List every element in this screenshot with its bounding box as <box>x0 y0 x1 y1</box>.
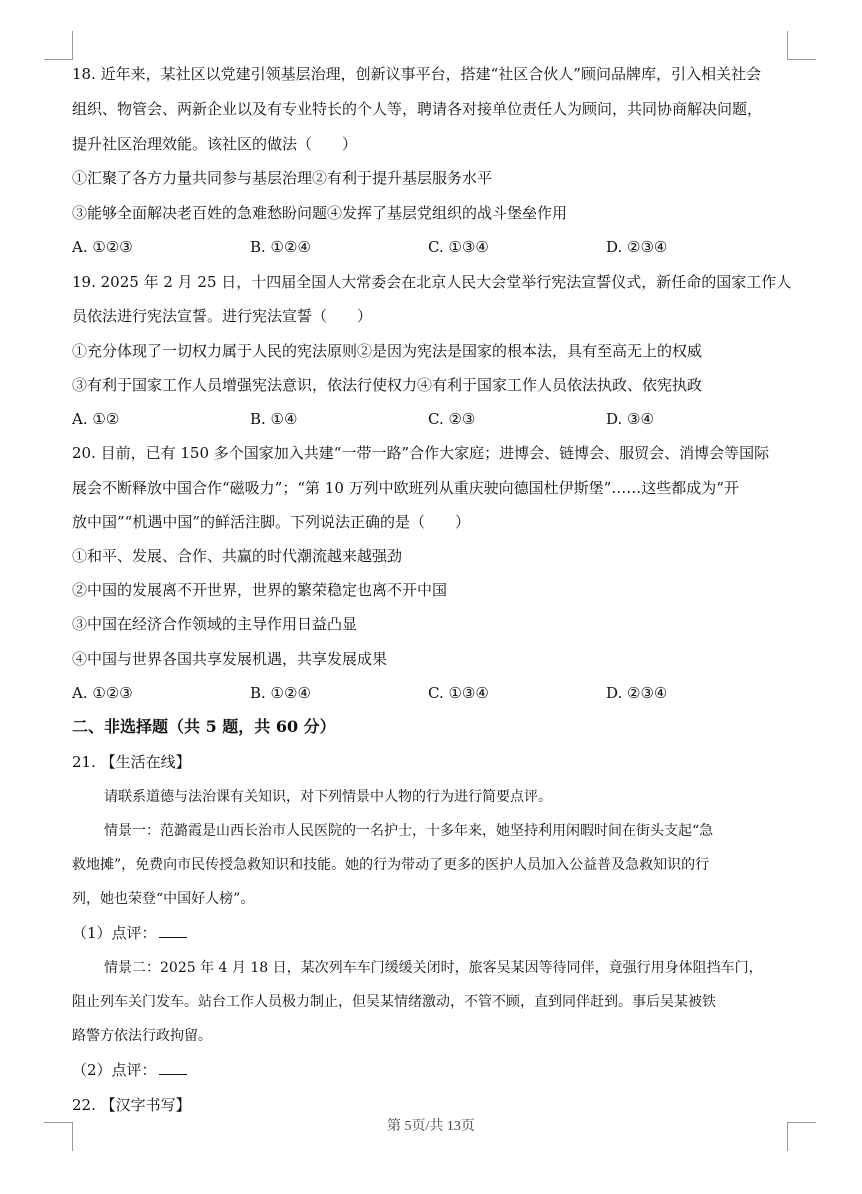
answer-blank-2[interactable] <box>159 1060 187 1075</box>
q20-stem-line-2: 展会不断释放中国合作“磁吸力”；“第 10 万列中欧班列从重庆驶向德国杜伊斯堡”……这些都成为“开 <box>72 479 739 497</box>
q21-comment-1 <box>72 923 187 943</box>
q21-title: 21. 【生活在线】 <box>72 753 191 771</box>
q20-statement-2: ②中国的发展离不开世界，世界的繁荣稳定也离不开中国 <box>72 581 448 599</box>
q21-scene1-line-1: 情景一：范潞霞是山西长治市人民医院的一名护士，十多年来，她坚持利用闲暇时间在街头支起“急 <box>104 823 714 839</box>
q20-option-b: B. ①②④ <box>250 684 311 702</box>
q21-scene1-line-3: 列，她也荣登“中国好人榜”。 <box>72 891 255 907</box>
q19-option-a: A. ①② <box>72 410 120 428</box>
q20-stem-line-1: 20. 目前，已有 150 多个国家加入共建“一带一路”合作大家庭；进博会、链博会、服贸会、消博会等国际 <box>72 444 770 462</box>
q18-option-a: A. ①②③ <box>72 238 133 256</box>
q18-statements-2: ③能够全面解决老百姓的急难愁盼问题④发挥了基层党组织的战斗堡垒作用 <box>72 204 568 222</box>
q19-stem-line-1: 19. 2025 年 2 月 25 日，十四届全国人大常委会在北京人民大会堂举行宪法宣誓仪式，新任命的国家工作人 <box>72 273 792 291</box>
q21-intro: 请联系道德与法治课有关知识，对下列情景中人物的行为进行简要点评。 <box>104 789 552 805</box>
q19-stem-line-2: 员依法进行宪法宣誓。进行宪法宣誓（ ） <box>72 307 373 325</box>
q21-scene2-line-1: 情景二：2025 年 4 月 18 日，某次列车车门缓缓关闭时，旅客吴某因等待同伴，竟强行用身体阻挡车门， <box>104 960 763 976</box>
q19-option-c: C. ②③ <box>428 410 476 428</box>
q18-option-b: B. ①②④ <box>250 238 311 256</box>
q19-statements-2: ③有利于国家工作人员增强宪法意识，依法行使权力④有利于国家工作人员依法执政、依宪执政 <box>72 376 703 394</box>
section-title: 二、非选择题（共 5 题，共 60 分） <box>72 717 336 736</box>
q22-title: 22. 【汉字书写】 <box>72 1096 191 1114</box>
crop-mark-top-left <box>44 31 73 60</box>
q21-scene2-line-2: 阻止列车关门发车。站台工作人员极力制止，但吴某情绪激动，不管不顾，直到同伴赶到。事后吴某被铁 <box>72 994 716 1010</box>
q19-option-b: B. ①④ <box>250 410 298 428</box>
q18-statements-1: ①汇聚了各方力量共同参与基层治理②有利于提升基层服务水平 <box>72 169 493 187</box>
q19-statements-1: ①充分体现了一切权力属于人民的宪法原则②是因为宪法是国家的根本法，具有至高无上的权威 <box>72 342 703 360</box>
q19-option-d: D. ③④ <box>606 410 654 428</box>
page-footer: 第 5页/共 13页 <box>387 1119 475 1134</box>
q20-option-a: A. ①②③ <box>72 684 133 702</box>
q20-statement-1: ①和平、发展、合作、共赢的时代潮流越来越强劲 <box>72 547 403 565</box>
q20-statement-3: ③中国在经济合作领域的主导作用日益凸显 <box>72 615 358 633</box>
q21-comment-2 <box>72 1060 187 1080</box>
answer-blank-1[interactable] <box>159 923 187 938</box>
q20-option-c: C. ①③④ <box>428 684 489 702</box>
crop-mark-top-right <box>787 31 816 60</box>
q18-stem-line-1: 18. 近年来，某社区以党建引领基层治理，创新议事平台，搭建“社区合伙人”顾问品牌库，引入相关社会 <box>72 65 761 83</box>
q18-stem-line-3: 提升社区治理效能。该社区的做法（ ） <box>72 135 358 153</box>
q20-stem-line-3: 放中国”“机遇中国”的鲜活注脚。下列说法正确的是（ ） <box>72 513 471 531</box>
q20-statement-4: ④中国与世界各国共享发展机遇，共享发展成果 <box>72 650 388 668</box>
q21-scene2-line-3: 路警方依法行政拘留。 <box>72 1028 212 1044</box>
q21-comment-2-label: （2）点评： <box>72 1061 157 1079</box>
q20-option-d: D. ②③④ <box>606 684 668 702</box>
q21-comment-1-label: （1）点评： <box>72 924 157 942</box>
q18-option-d: D. ②③④ <box>606 238 668 256</box>
q18-option-c: C. ①③④ <box>428 238 489 256</box>
q18-stem-line-2: 组织、物管会、两新企业以及有专业特长的个人等，聘请各对接单位责任人为顾问，共同协商解决问题， <box>72 100 763 118</box>
q21-scene1-line-2: 救地摊”，免费向市民传授急救知识和技能。她的行为带动了更多的医护人员加入公益普及急救知识的行 <box>72 857 710 873</box>
